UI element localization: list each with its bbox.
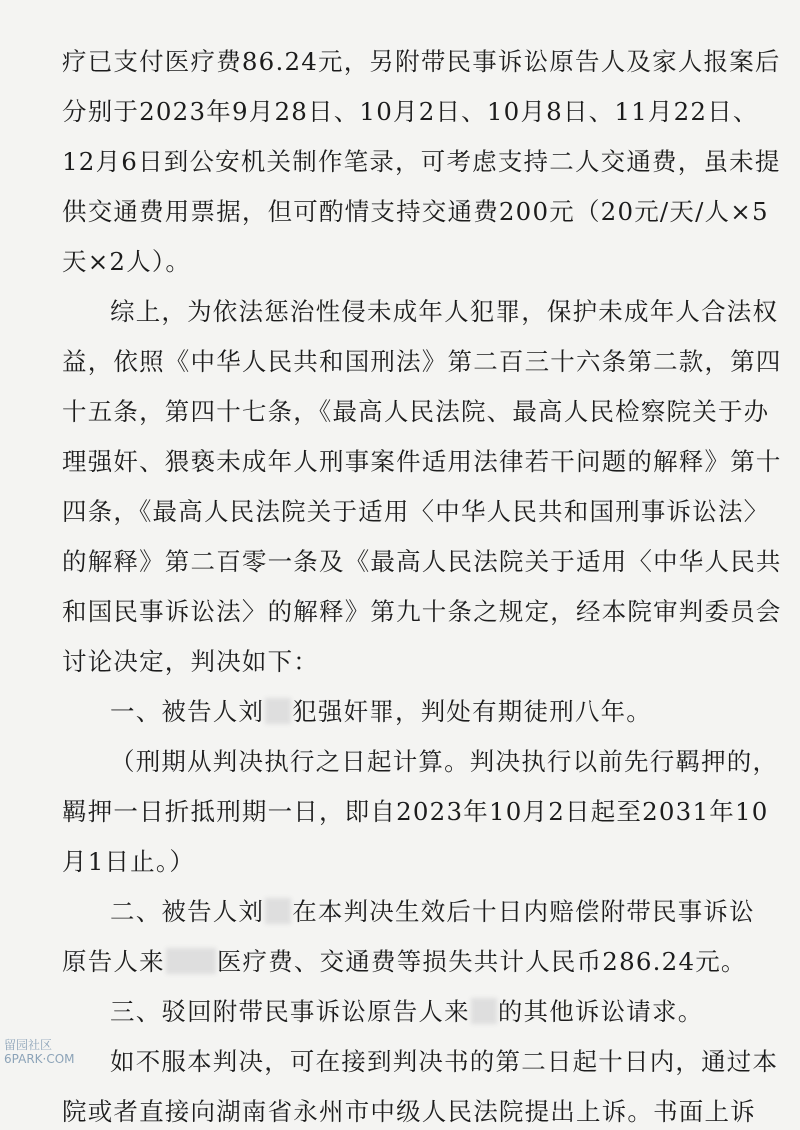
verdict-text: 原告人来 — [62, 947, 165, 976]
verdict-text: 在本判决生效后十日内赔偿附带民事诉讼 — [292, 897, 755, 926]
text-line: （刑期从判决执行之日起计算。判决执行以前先行羁押的， — [110, 747, 779, 776]
watermark-line: 6PARK·COM — [4, 1052, 75, 1066]
verdict-text: 的其他诉讼请求。 — [497, 997, 704, 1026]
text-line: 理强奸、猥亵未成年人刑事案件适用法律若干问题的解释》第十 — [62, 447, 782, 476]
text-line: 院或者直接向湖南省永州市中级人民法院提出上诉。书面上诉 — [62, 1097, 756, 1126]
text-line: 分别于2023年9月28日、10月2日、10月8日、11月22日、 — [62, 97, 759, 126]
text-line: 天×2人）。 — [62, 247, 192, 276]
text-line: 十五条，第四十七条，《最高人民法院、最高人民检察院关于办 — [62, 397, 770, 426]
verdict-text: 医疗费、交通费等损失共计人民币286.24元。 — [216, 947, 747, 976]
verdict-item-3 — [110, 994, 800, 1030]
verdict-text: 二、被告人刘 — [110, 897, 265, 926]
redaction-mark — [166, 948, 216, 974]
text-line: 12月6日到公安机关制作笔录，可考虑支持二人交通费，虽未提 — [62, 147, 781, 176]
text-line: 益，依照《中华人民共和国刑法》第二百三十六条第二款，第四 — [62, 347, 782, 376]
redaction-mark — [471, 998, 497, 1024]
text-line: 四条，《最高人民法院关于适用〈中华人民共和国刑事诉讼法〉 — [62, 497, 770, 526]
text-line: 供交通费用票据，但可酌情支持交通费200元（20元/天/人×5 — [62, 197, 769, 226]
text-line: 和国民事诉讼法〉的解释》第九十条之规定，经本院审判委员会 — [62, 597, 782, 626]
redaction-mark — [265, 698, 291, 724]
text-line: 如不服本判决，可在接到判决书的第二日起十日内，通过本 — [110, 1047, 779, 1076]
text-line — [62, 944, 762, 980]
verdict-item-2 — [110, 894, 800, 930]
text-line: 月1日止。） — [62, 847, 196, 876]
watermark-line: 留园社区 — [4, 1038, 53, 1052]
text-line: 综上，为依法惩治性侵未成年人犯罪，保护未成年人合法权 — [110, 297, 779, 326]
verdict-item-1 — [110, 694, 800, 730]
verdict-text: 一、被告人刘 — [110, 697, 265, 726]
text-line: 讨论决定，判决如下： — [62, 647, 319, 676]
verdict-text: 三、驳回附带民事诉讼原告人来 — [110, 997, 470, 1026]
text-line: 疗已支付医疗费86.24元，另附带民事诉讼原告人及家人报案后 — [62, 47, 781, 76]
site-watermark — [4, 1038, 75, 1066]
redaction-mark — [265, 898, 291, 924]
text-line: 的解释》第二百零一条及《最高人民法院关于适用〈中华人民共 — [62, 547, 782, 576]
verdict-text: 犯强奸罪，判处有期徒刑八年。 — [292, 697, 653, 726]
text-line: 羁押一日折抵刑期一日，即自2023年10月2日起至2031年10 — [62, 797, 769, 826]
